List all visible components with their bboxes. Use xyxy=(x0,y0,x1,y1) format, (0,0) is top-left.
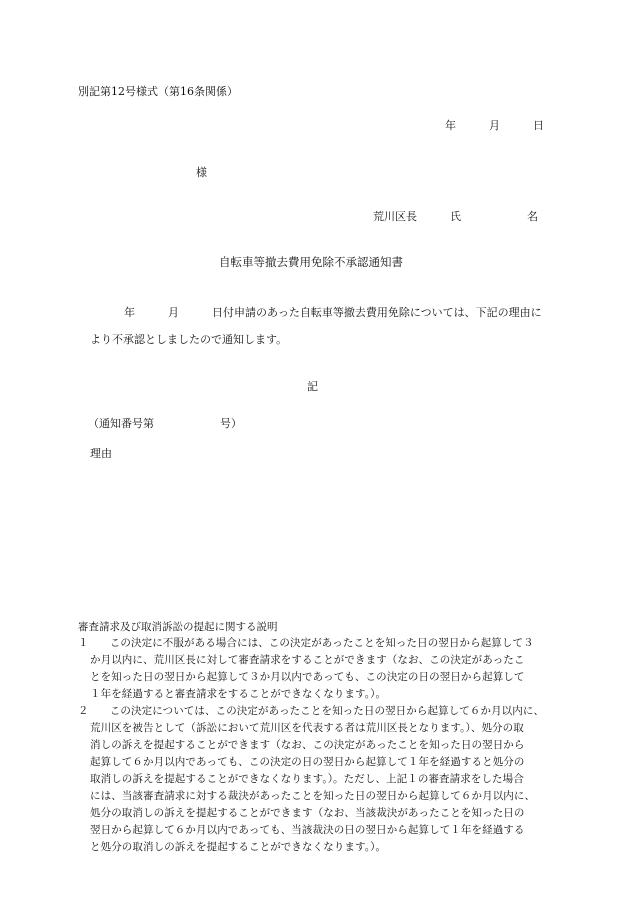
date-line: 年 月 日 xyxy=(445,119,544,132)
explanation-item-2-line: 取消しの訴えを提起することができなくなります。）。ただし、上記１の審査請求をした場合 xyxy=(90,773,524,785)
explanation-item-1-line: １ この決定に不服がある場合には、この決定があったことを知った日の翌日から起算して３ xyxy=(78,637,534,649)
document-title: 自転車等撤去費用免除不承認通知書 xyxy=(219,255,403,269)
explanation-item-2-line: には、当該審査請求に対する裁決があったことを知った日の翌日から起算して６か月以内に、 xyxy=(90,790,536,802)
ki-label: 記 xyxy=(307,380,318,393)
sender-line: 荒川区長 氏 名 xyxy=(373,210,538,223)
explanation-item-1-line: １年を経過すると審査請求をすることができなくなります。）。 xyxy=(90,688,387,700)
reason-label: 理由 xyxy=(90,447,112,460)
explanation-item-2-line: 処分の取消しの訴えを提起することができます（なお、当該裁決があったことを知った日の xyxy=(90,807,525,819)
explanation-item-2-line: ２ この決定については、この決定があったことを知った日の翌日から起算して６か月以内に、 xyxy=(78,705,545,717)
explanation-item-1-line: か月以内に、荒川区長に対して審査請求をすることができます（なお、この決定があったこ xyxy=(90,654,525,666)
explanation-item-1-line: とを知った日の翌日から起算して３か月以内であっても、この決定の日の翌日から起算して xyxy=(90,671,525,683)
explanation-item-2-line: 翌日から起算して６か月以内であっても、当該裁決の日の翌日から起算して１年を経過する xyxy=(90,824,525,836)
explanation-item-2-line: 消しの訴えを提起することができます（なお、この決定があったことを知った日の翌日から xyxy=(90,739,525,751)
explanation-item-2-line: と処分の取消しの訴えを提起することができなくなります。）。 xyxy=(90,841,387,853)
body-text-line-1: 年 月 日付申請のあった自転車等撤去費用免除については、下記の理由に xyxy=(124,306,542,319)
form-number: 別記第12号様式（第16条関係） xyxy=(78,85,238,98)
explanation-item-2-line: 起算して６か月以内であっても、この決定の日の翌日から起算して１年を経過すると処分の xyxy=(90,756,525,768)
recipient-honorific: 様 xyxy=(196,166,207,179)
body-text-line-2: より不承認としましたので通知します。 xyxy=(90,333,288,346)
explanation-title: 審査請求及び取消訴訟の提起に関する説明 xyxy=(78,621,278,633)
explanation-item-2-line: 荒川区を被告として（訴訟において荒川区を代表する者は荒川区長となります。）、処分の取 xyxy=(90,722,524,734)
notice-number: （通知番号第 号） xyxy=(88,417,242,430)
